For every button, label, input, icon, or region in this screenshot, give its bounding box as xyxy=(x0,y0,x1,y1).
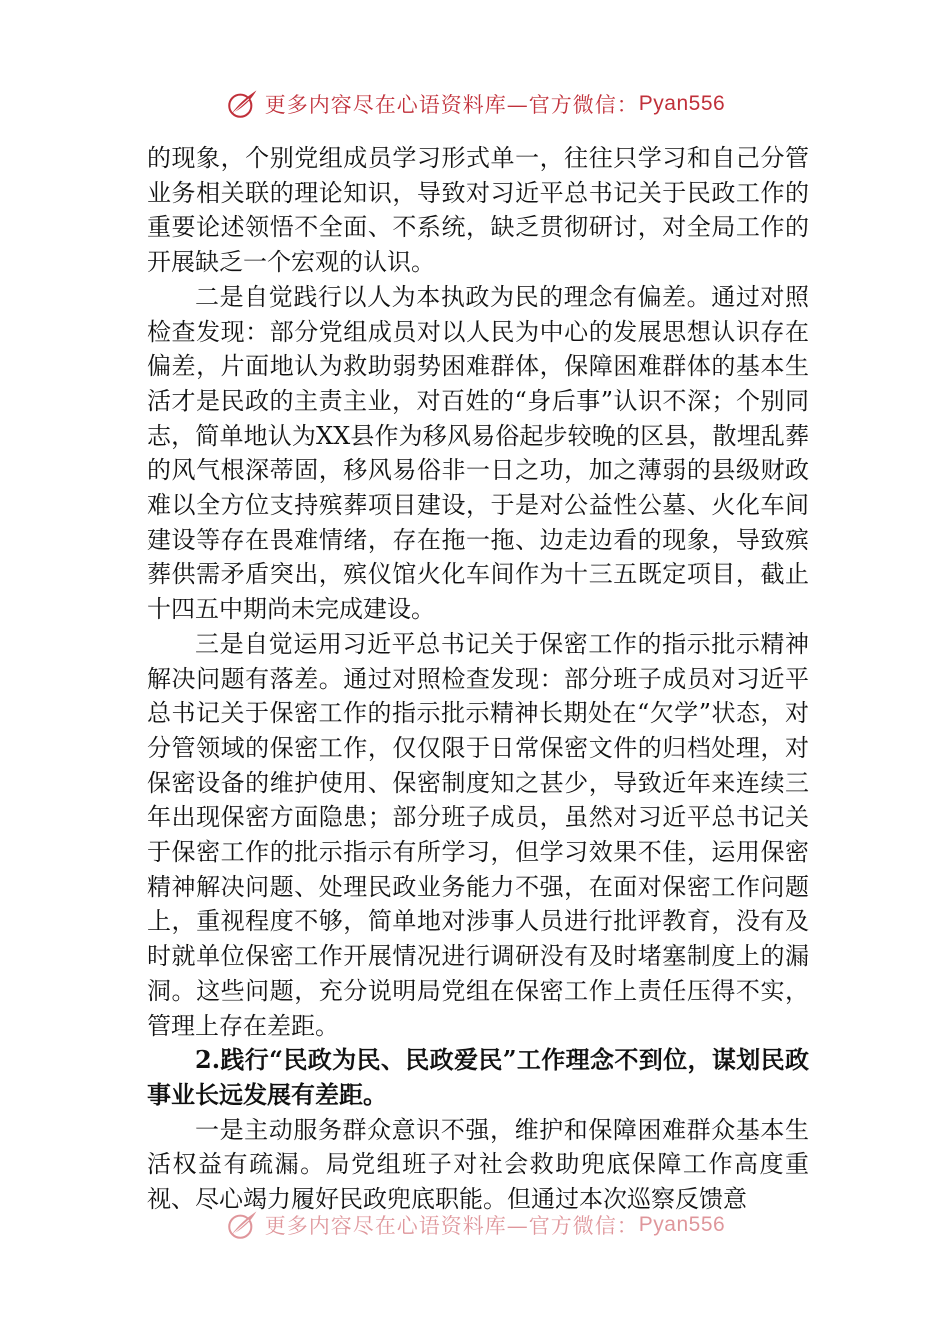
paragraph-point-one: 一是主动服务群众意识不强，维护和保障困难群众基本生活权益有疏漏。局党组班子对社会救助兜底保障工作高度重视、尽心竭力履好民政兜底职能。但通过本次巡察反馈意 xyxy=(147,1115,809,1214)
paragraph-continuation: 的现象，个别党组成员学习形式单一，往往只学习和自己分管业务相关联的理论知识，导致对习近平总书记关于民政工作的重要论述领悟不全面、不系统，缺乏贯彻研讨，对全局工作的开展缺乏一个宏观的认识。 xyxy=(147,144,809,277)
feather-pen-logo-icon xyxy=(225,1208,259,1242)
feather-pen-logo-icon xyxy=(225,87,259,121)
document-body xyxy=(147,141,809,1217)
watermark-wechat-id: Pyan556 xyxy=(638,92,726,115)
header-watermark xyxy=(0,84,950,124)
paragraph-point-three: 三是自觉运用习近平总书记关于保密工作的指示批示精神解决问题有落差。通过对照检查发现：部分班子成员对习近平总书记关于保密工作的指示批示精神长期处在“欠学”状态，对分管领域的保密工作，仅仅限于日常保密文件的归档处理，对保密设备的维护使用、保密制度知之甚少，导致近年来连续三年出现保密方面隐患；部分班子成员，虽然对习近平总书记关于保密工作的批示指示有所学习，但学习效果不佳，运用保密精神解决问题、处理民政业务能力不强，在面对保密工作问题上，重视程度不够，简单地对涉事人员进行批评教育，没有及时就单位保密工作开展情况进行调研没有及时堵塞制度上的漏洞。这些问题，充分说明局党组在保密工作上责任压得不实，管理上存在差距。 xyxy=(147,629,809,1040)
paragraph-point-two: 二是自觉践行以人为本执政为民的理念有偏差。通过对照检查发现：部分党组成员对以人民为中心的发展思想认识存在偏差，片面地认为救助弱势困难群体，保障困难群体的基本生活才是民政的主责主业，对百姓的“身后事”认识不深；个别同志，简单地认为XX县作为移风易俗起步较晚的区县，散埋乱葬的风气根深蒂固，移风易俗非一日之功，加之薄弱的县级财政难以全方位支持殡葬项目建设，于是对公益性公墓、火化车间建设等存在畏难情绪，存在拖一拖、边走边看的现象，导致殡葬供需矛盾突出，殡仪馆火化车间作为十三五既定项目，截止十四五中期尚未完成建设。 xyxy=(147,282,809,624)
section-heading: 2.践行“民政为民、民政爱民”工作理念不到位，谋划民政事业长远发展有差距。 xyxy=(147,1045,809,1109)
footer-watermark xyxy=(0,1205,950,1245)
watermark-text: 更多内容尽在心语资料库—官方微信： xyxy=(264,93,639,117)
watermark-wechat-id: Pyan556 xyxy=(638,1213,726,1236)
watermark-text: 更多内容尽在心语资料库—官方微信： xyxy=(264,1214,639,1238)
